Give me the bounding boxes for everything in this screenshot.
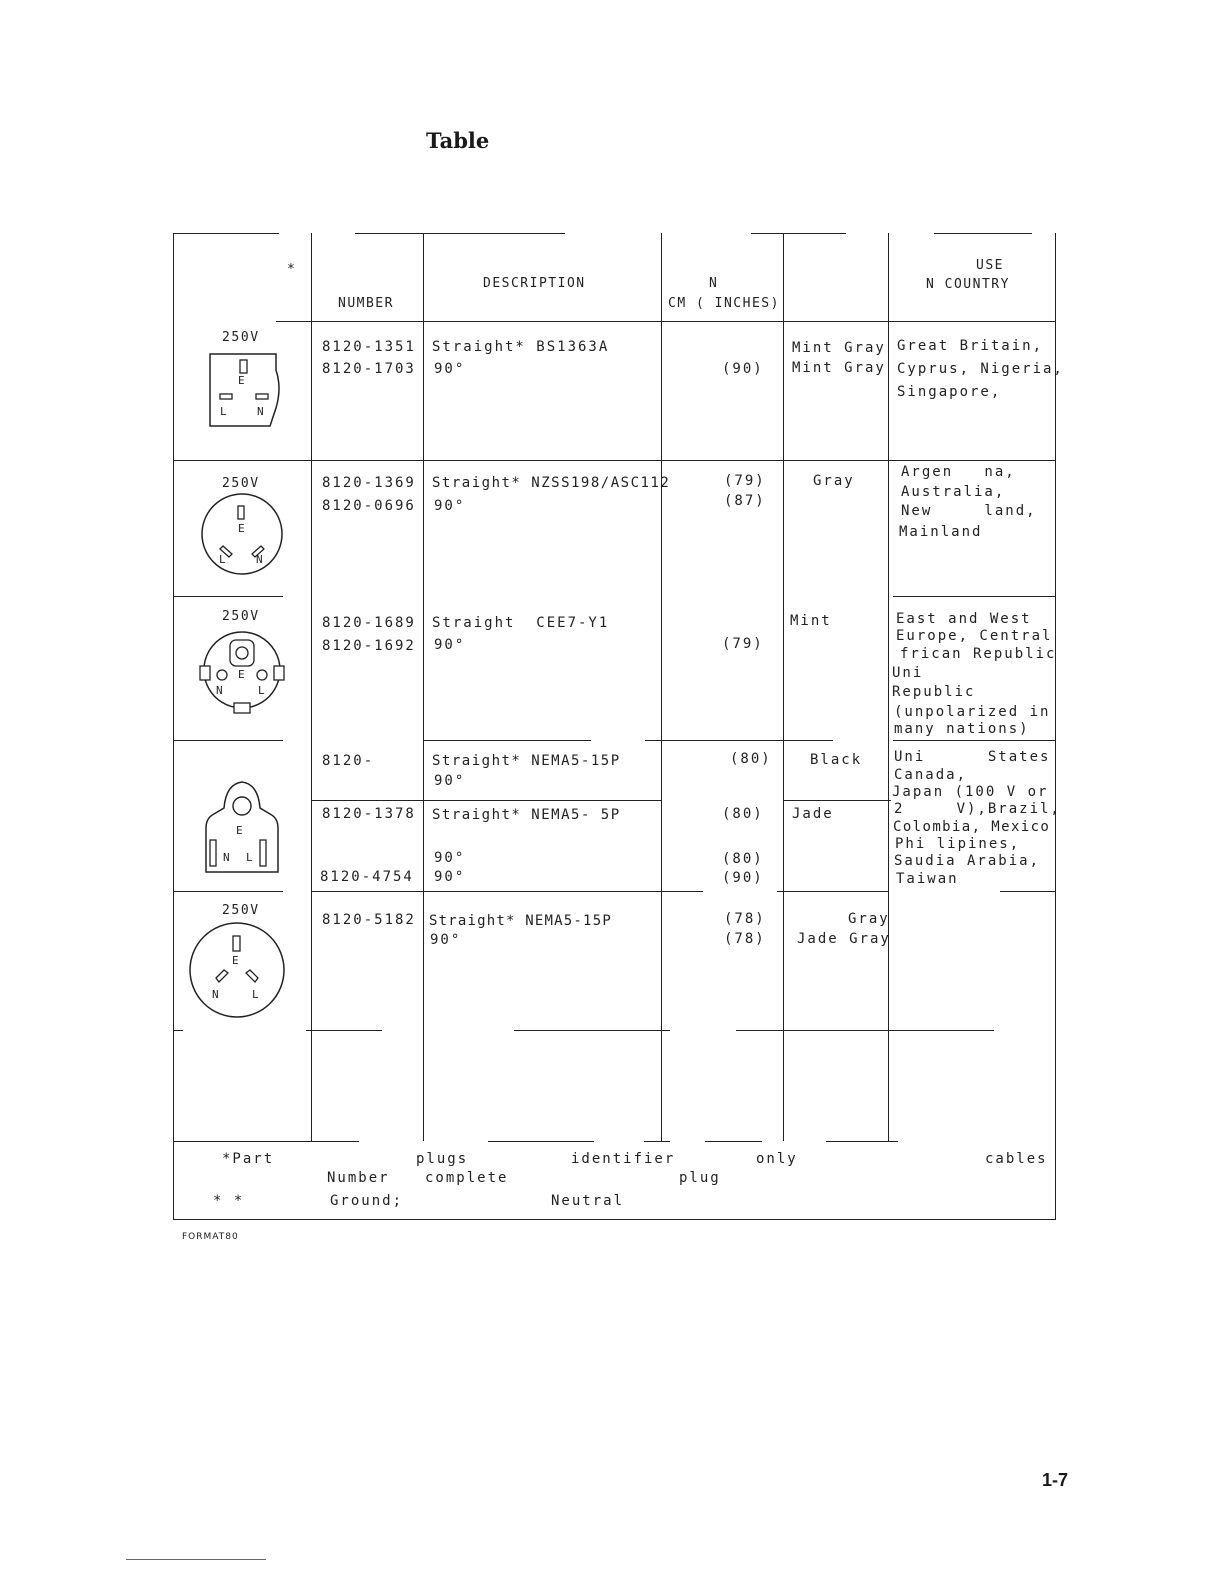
country-text: Republic (892, 684, 976, 700)
part-number: 8120-4754 (320, 869, 414, 885)
footnote-text: only (756, 1151, 798, 1167)
cord-length: (79) (724, 473, 766, 489)
cord-length: (80) (730, 751, 772, 767)
cord-color: Mint (790, 613, 832, 629)
footnote-text: Neutral (551, 1193, 625, 1209)
row-rule (1000, 891, 1056, 892)
row-rule (783, 800, 891, 801)
country-text: Cyprus, Nigeria, (897, 361, 1064, 377)
country-text: East and West (896, 611, 1032, 627)
format-label: FORMAT80 (182, 1232, 239, 1242)
cord-color: Mint Gray (792, 340, 886, 356)
plug-neutral-label: N (256, 553, 265, 566)
cord-description: 90° (434, 869, 466, 885)
plug-line-label: L (246, 851, 255, 864)
row-rule (173, 1030, 183, 1031)
bs1363-plug-icon (200, 348, 292, 430)
table-top-rule (173, 233, 279, 234)
cord-length: (80) (722, 851, 764, 867)
row-rule (645, 740, 833, 741)
row-rule (736, 1030, 994, 1031)
header-length-line2: CM ( INCHES) (668, 296, 780, 311)
part-number: 8120-1369 (322, 475, 416, 491)
cord-color: Jade Gray (797, 931, 891, 947)
header-use-line2: N COUNTRY (926, 277, 1010, 292)
part-number: 8120-1703 (322, 361, 416, 377)
row-rule (173, 460, 1056, 461)
plug-line-label: L (220, 405, 229, 418)
plug-neutral-label: N (212, 988, 221, 1001)
plug-line-label: L (219, 553, 228, 566)
plug-line-label: L (258, 684, 267, 697)
part-number: 8120-0696 (322, 498, 416, 514)
cord-color: Mint Gray (792, 360, 886, 376)
row-rule (311, 891, 703, 892)
footnote-text: Ground; (330, 1193, 404, 1209)
cord-length: (90) (722, 361, 764, 377)
row-rule (826, 1141, 898, 1142)
plug-line-label: L (252, 988, 261, 1001)
cord-description: 90° (434, 637, 466, 653)
column-divider (783, 233, 784, 1141)
country-text: Saudia Arabia, (894, 853, 1041, 869)
country-text: Uni (892, 665, 924, 681)
country-text: Australia, (901, 484, 1006, 500)
cord-description: Straight* NEMA5-15P (432, 753, 621, 769)
table-top-rule (751, 233, 846, 234)
row-rule (173, 1141, 359, 1142)
cord-description: 90° (434, 498, 466, 514)
cord-description: Straight* BS1363A (432, 339, 610, 355)
row-rule (311, 800, 661, 801)
cord-length: (78) (724, 911, 766, 927)
header-star: * (287, 262, 297, 277)
cord-description: Straight* NZSS198/ASC112 (432, 475, 671, 491)
row-rule (488, 1141, 594, 1142)
part-number: 8120-1351 (322, 339, 416, 355)
cord-color: Gray (813, 473, 855, 489)
footnote-text: cables (985, 1151, 1048, 1167)
column-divider (423, 233, 424, 1141)
table-left-border (173, 233, 174, 1219)
plug-neutral-label: N (223, 851, 232, 864)
page-number: 1-7 (1042, 1470, 1069, 1490)
row-rule (173, 740, 283, 741)
plug-neutral-label: N (257, 405, 266, 418)
cord-description: Straight CEE7-Y1 (432, 615, 610, 631)
country-text: Phi lipines, (895, 836, 1021, 852)
row-rule (306, 1030, 382, 1031)
cord-length: (90) (722, 870, 764, 886)
row-rule (893, 596, 1056, 597)
footnote-text: plugs (416, 1151, 469, 1167)
plug-voltage: 250V (222, 903, 260, 918)
cord-color: Jade (792, 806, 834, 822)
plug-earth-label: E (232, 954, 241, 967)
country-text: New land, (901, 503, 1037, 519)
plug-earth-label: E (238, 668, 247, 681)
footnote-text: * * (213, 1193, 245, 1209)
country-text: Uni States (894, 749, 1051, 765)
column-divider (311, 233, 312, 1141)
country-text: Canada, (894, 767, 968, 783)
cord-length: (87) (724, 493, 766, 509)
footer-link-underline (126, 1559, 266, 1560)
footnote-text: Number (327, 1170, 390, 1186)
part-number: 8120-1378 (322, 806, 416, 822)
footnote-text: *Part (222, 1151, 275, 1167)
country-text: Japan (100 V or (892, 784, 1049, 800)
country-text: Taiwan (896, 871, 959, 887)
table-top-rule (934, 233, 1032, 234)
footnote-text: identifier (571, 1151, 676, 1167)
plug-voltage: 250V (222, 330, 260, 345)
country-text: Europe, Central (896, 628, 1053, 644)
row-rule (777, 891, 889, 892)
cord-description: Straight* NEMA5-15P (429, 913, 612, 929)
country-text: Mainland (899, 524, 983, 540)
cord-color: Black (810, 752, 863, 768)
nema6-plug-icon (188, 920, 286, 1018)
table-bottom-rule (173, 1219, 1056, 1220)
footnote-text: complete (425, 1170, 509, 1186)
row-rule (173, 891, 283, 892)
part-number: 8120-1689 (322, 615, 416, 631)
country-text: Argen na, (901, 464, 1016, 480)
row-rule (893, 740, 1056, 741)
country-text: (unpolarized in (894, 704, 1051, 720)
nzss198-plug-icon (198, 494, 286, 576)
country-text: 2 V),Brazil, (894, 801, 1061, 817)
cord-description: 90° (434, 361, 466, 377)
header-rule (276, 321, 1056, 322)
country-text: many nations) (894, 721, 1030, 737)
row-rule (423, 740, 591, 741)
column-divider (888, 233, 889, 1141)
row-rule (173, 596, 283, 597)
part-number: 8120- (322, 753, 375, 769)
header-number: NUMBER (338, 296, 394, 311)
part-number: 8120-1692 (322, 638, 416, 654)
plug-earth-label: E (238, 522, 247, 535)
plug-neutral-label: N (216, 684, 225, 697)
header-use-line1: USE (976, 258, 1004, 273)
cord-length: (78) (724, 931, 766, 947)
plug-voltage: 250V (222, 609, 260, 624)
header-length-line1: N (709, 276, 719, 291)
footnote-text: plug (679, 1170, 721, 1186)
table-right-border (1055, 233, 1056, 1219)
country-text: Colombia, Mexico (893, 819, 1051, 835)
row-rule (644, 1141, 670, 1142)
table-top-rule (355, 233, 565, 234)
country-text: frican Republic (900, 646, 1057, 662)
plug-voltage: 250V (222, 476, 260, 491)
cord-description: Straight* NEMA5- 5P (432, 807, 621, 823)
header-description: DESCRIPTION (483, 276, 586, 291)
cord-length: (80) (722, 806, 764, 822)
cord-description: 90° (434, 850, 466, 866)
cord-description: 90° (430, 932, 462, 948)
cord-description: 90° (434, 773, 466, 789)
plug-earth-label: E (236, 824, 245, 837)
plug-earth-label: E (238, 374, 247, 387)
row-rule (705, 1141, 762, 1142)
country-text: Singapore, (897, 384, 1002, 400)
cord-color: Gray (848, 911, 890, 927)
part-number: 8120-5182 (322, 912, 416, 928)
country-text: Great Britain, (897, 338, 1044, 354)
page-title: Table (426, 128, 490, 153)
row-rule (514, 1030, 670, 1031)
column-divider (661, 233, 662, 1141)
cord-length: (79) (722, 636, 764, 652)
